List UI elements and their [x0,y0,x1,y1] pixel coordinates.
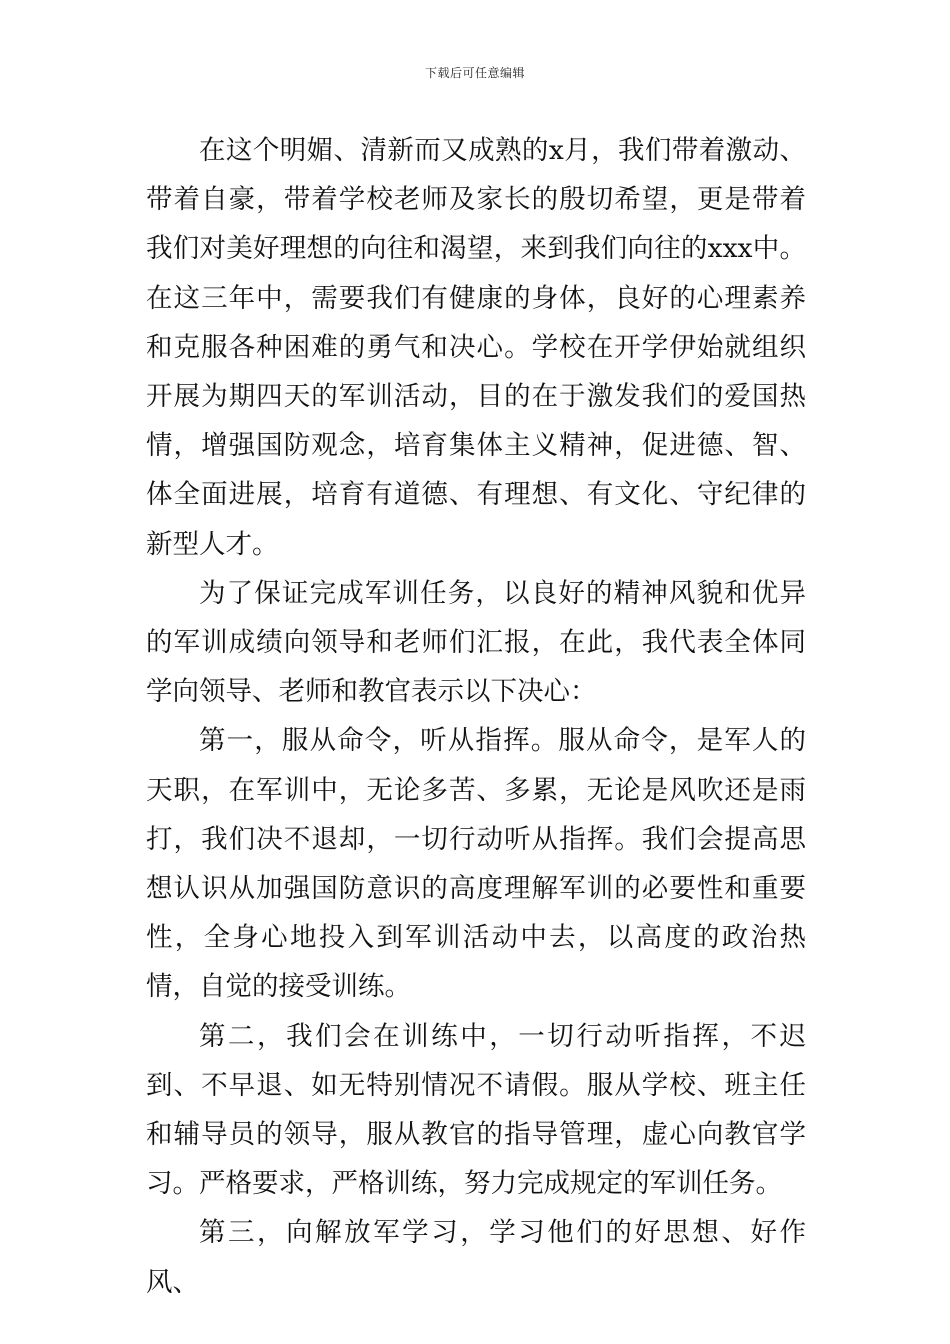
paragraph-intro: 在这个明媚、清新而又成熟的x月，我们带着激动、带着自豪，带着学校老师及家长的殷切希望，更是带着我们对美好理想的向往和渴望，来到我们向往的xxx中。在这三年中，需要我们有健康的身体，良好的心理素养和克服各种困难的勇气和决心。学校在开学伊始就组织开展为期四天的军训活动，目的在于激发我们的爱国热情，增强国防观念，培育集体主义精神，促进德、智、体全面进展，培育有道德、有理想、有文化、守纪律的新型人才。 [146,135,806,560]
header-note: 下载后可任意编辑 [424,66,525,80]
document-body [146,126,806,1307]
paragraph-third: 第三，向解放军学习，学习他们的好思想、好作风、 [146,1217,806,1298]
paragraph-second: 第二，我们会在训练中，一切行动听指挥，不迟到、不早退、如无特别情况不请假。服从学校、班主任和辅导员的领导，服从教官的指导管理，虚心向教官学习。严格要求，严格训练，努力完成规定的军训任务。 [146,1020,806,1200]
paragraph-resolution: 为了保证完成军训任务，以良好的精神风貌和优异的军训成绩向领导和老师们汇报，在此，我代表全体同学向领导、老师和教官表示以下决心： [146,577,806,708]
paragraph-first: 第一，服从命令，听从指挥。服从命令，是军人的天职，在军训中，无论多苦、多累，无论是风吹还是雨打，我们决不退却，一切行动听从指挥。我们会提高思想认识从加强国防意识的高度理解军训的必要性和重要性，全身心地投入到军训活动中去，以高度的政治热情，自觉的接受训练。 [146,725,806,1003]
